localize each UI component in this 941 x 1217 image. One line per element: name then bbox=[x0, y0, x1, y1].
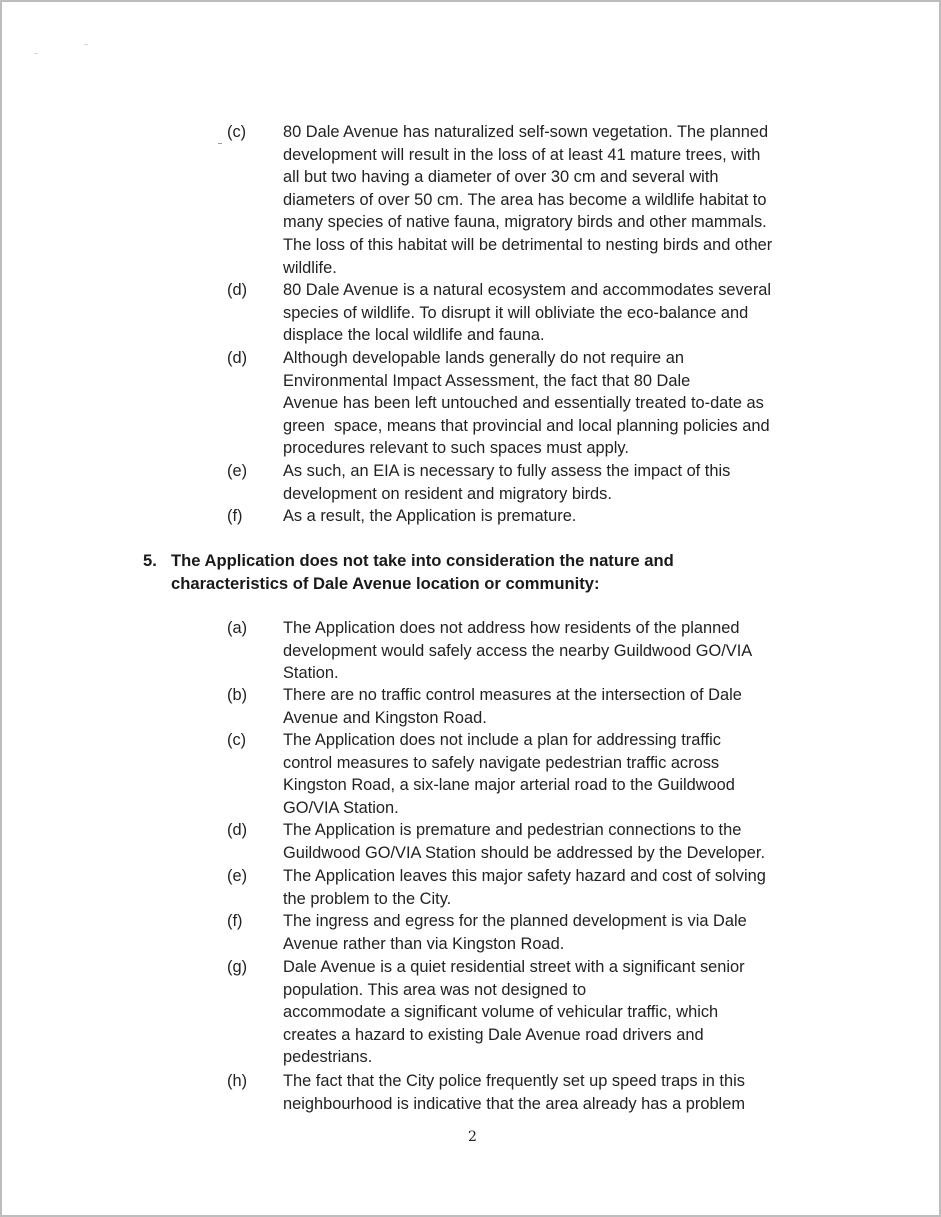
item-text: The ingress and egress for the planned development is via Dale Avenue rather than via Kingston Road. bbox=[283, 912, 747, 953]
item-label: (a) bbox=[227, 619, 248, 637]
list-item bbox=[227, 1070, 847, 1115]
item-label: (g) bbox=[227, 958, 248, 976]
item-label: (e) bbox=[227, 867, 248, 885]
page-number: 2 bbox=[468, 1129, 477, 1145]
section-heading-text: The Application does not take into consideration the nature and characteristics of Dale Avenue location or community: bbox=[171, 551, 674, 593]
item-label: (f) bbox=[227, 507, 243, 525]
item-text: Although developable lands generally do not require an Environmental Impact Assessment, the fact that 80 Dale Avenue has been left untouched and essentially treated to-date as green space, means that provincial and local planning policies and procedures relevant to such spaces must apply. bbox=[283, 349, 770, 458]
item-text: The fact that the City police frequently set up speed traps in this neighbourhood is indicative that the area already has a problem bbox=[283, 1072, 745, 1113]
item-text: As such, an EIA is necessary to fully assess the impact of this development on resident and migratory birds. bbox=[283, 462, 731, 503]
list-item bbox=[227, 617, 847, 685]
item-text: The Application does not include a plan for addressing traffic control measures to safely navigate pedestrian traffic across Kingston Road, a six-lane major arterial road to the Guildwood GO/VIA Station. bbox=[283, 731, 735, 817]
item-label: (d) bbox=[227, 821, 248, 839]
item-text: 80 Dale Avenue has naturalized self-sown vegetation. The planned development will result in the loss of at least 41 mature trees, with all but two having a diameter of over 30 cm and several with diameters of over 50 cm. The area has become a wildlife habitat to many species of native fauna, migratory birds and other mammals. The loss of this habitat will be detrimental to nesting birds and other wildlife. bbox=[283, 123, 773, 277]
item-text: 80 Dale Avenue is a natural ecosystem and accommodates several species of wildlife. To disrupt it will obliviate the eco-balance and displace the local wildlife and fauna. bbox=[283, 281, 772, 345]
list-item bbox=[227, 865, 847, 910]
list-item bbox=[227, 910, 847, 955]
item-label: (f) bbox=[227, 912, 243, 930]
list-item bbox=[227, 460, 847, 505]
section-number: 5. bbox=[143, 551, 157, 570]
item-label: (c) bbox=[227, 731, 247, 749]
item-label: (c) bbox=[227, 123, 247, 141]
item-label: (b) bbox=[227, 686, 248, 704]
list-item bbox=[227, 121, 847, 279]
list-item bbox=[227, 279, 847, 347]
list-item bbox=[227, 347, 847, 460]
item-text: The Application is premature and pedestrian connections to the Guildwood GO/VIA Station should be addressed by the Developer. bbox=[283, 821, 766, 862]
scan-mark bbox=[84, 44, 88, 45]
item-text: As a result, the Application is premature. bbox=[283, 507, 577, 525]
list-item bbox=[227, 729, 847, 819]
item-label: (e) bbox=[227, 462, 248, 480]
item-label: (h) bbox=[227, 1072, 248, 1090]
item-label: (d) bbox=[227, 349, 248, 367]
list-item bbox=[227, 819, 847, 864]
scan-mark bbox=[218, 143, 222, 144]
scan-mark bbox=[34, 53, 38, 54]
section-heading bbox=[143, 550, 674, 595]
item-text: The Application leaves this major safety hazard and cost of solving the problem to the City. bbox=[283, 867, 766, 908]
list-item bbox=[227, 505, 847, 528]
item-label: (d) bbox=[227, 281, 248, 299]
item-text: The Application does not address how residents of the planned development would safely access the nearby Guildwood GO/VIA Station. bbox=[283, 619, 753, 683]
item-text: Dale Avenue is a quiet residential street with a significant senior population. This area was not designed to accommodate a significant volume of vehicular traffic, which creates a hazard to existing Dale Avenue road drivers and pedestrians. bbox=[283, 958, 745, 1067]
list-item bbox=[227, 684, 847, 729]
list-item bbox=[227, 956, 847, 1069]
item-text: There are no traffic control measures at the intersection of Dale Avenue and Kingston Road. bbox=[283, 686, 742, 727]
